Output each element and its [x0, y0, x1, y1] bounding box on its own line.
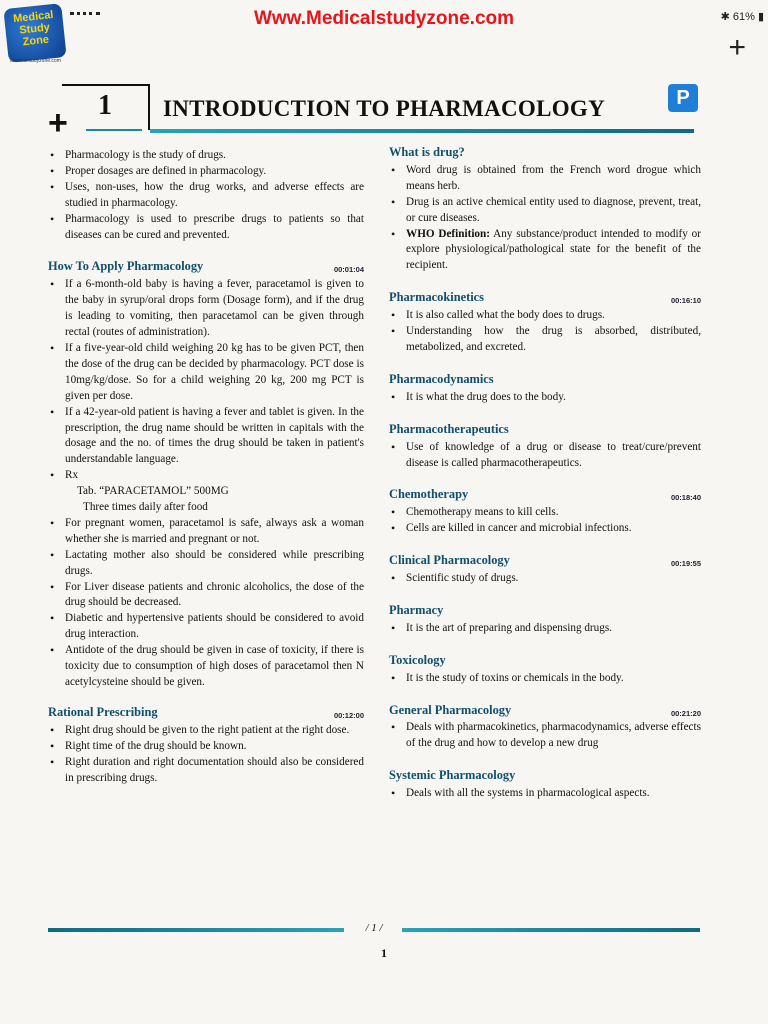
pd-list: [389, 390, 701, 406]
list-item: • For pregnant women, paracetamol is safe, always ask a woman whether she is married and pregnant or not.: [48, 516, 364, 548]
list-item: • Drug is an active chemical entity used to diagnose, prevent, treat, or cure diseases.: [389, 195, 701, 227]
section-heading: [389, 372, 701, 389]
section-heading: [389, 422, 701, 439]
chemo-list: [389, 505, 701, 537]
footer-rule: [402, 928, 700, 932]
title-rule: [150, 129, 694, 133]
who-text: Any substance/product intended to modify or explore physiological/pathological state for the benefit of the recipient.: [406, 227, 701, 272]
section-title: General Pharmacology: [389, 702, 512, 717]
list-item: • It is also called what the body does to drugs.: [389, 308, 701, 324]
section-heading: [389, 768, 701, 785]
video-timestamp[interactable]: 00:19:55: [670, 559, 701, 569]
list-item-who: [389, 227, 701, 275]
page-number: 1: [381, 946, 387, 960]
pk-list: [389, 308, 701, 356]
video-timestamp[interactable]: 00:12:00: [333, 710, 364, 720]
section-title: Toxicology: [389, 652, 446, 667]
video-timestamp[interactable]: 00:16:10: [670, 296, 701, 306]
section-heading: [389, 603, 701, 620]
list-item: • Right duration and right documentation should also be considered in prescribing drugs.: [48, 755, 364, 787]
list-item: • Chemotherapy means to kill cells.: [389, 505, 701, 521]
section-title: What is drug?: [389, 145, 465, 159]
who-term: WHO Definition:: [406, 227, 490, 240]
list-item: • If a 42-year-old patient is having a fever and tablet is given. In the prescription, the drug name should be written in capitals with the dosage and the no. of times the drug should be taken in patient's understandable language.: [48, 405, 364, 469]
footer-rule: [48, 928, 344, 932]
chapter-title: INTRODUCTION TO PHARMACOLOGY: [163, 96, 606, 121]
section-heading: [389, 553, 701, 570]
chapter-number: 1: [98, 90, 112, 121]
section-title: Pharmacokinetics: [389, 290, 484, 305]
list-item: • For Liver disease patients and chronic alcoholics, the dose of the drug should be decreased.: [48, 580, 364, 612]
rational-list: [48, 723, 364, 787]
what-list: [389, 163, 701, 274]
video-timestamp[interactable]: 00:21:20: [670, 708, 701, 718]
section-title: Systemic Pharmacology: [389, 768, 516, 783]
list-item: • Rx: [48, 468, 364, 484]
intro-list: [48, 148, 364, 243]
list-item: • It is the study of toxins or chemicals in the body.: [389, 671, 701, 687]
list-item: • Scientific study of drugs.: [389, 571, 701, 587]
section-heading: [48, 705, 364, 722]
right-column: [389, 145, 701, 802]
list-item: • Deals with all the systems in pharmacological aspects.: [389, 786, 701, 802]
systemic-list: [389, 786, 701, 802]
p-badge-icon[interactable]: P: [668, 84, 698, 112]
battery-status: ✱ 61% ▮: [720, 11, 764, 23]
section-title: Rational Prescribing: [48, 704, 158, 719]
list-item: • Right time of the drug should be known.: [48, 739, 364, 755]
section-title: Pharmacodynamics: [389, 371, 494, 386]
section-heading: [389, 145, 701, 162]
list-item: • Lactating mother also should be considered while prescribing drugs.: [48, 548, 364, 580]
list-item: • Right drug should be given to the right patient at the right dose.: [48, 723, 364, 739]
section-title: Pharmacy: [389, 602, 444, 617]
footer-page-marker: / 1 /: [365, 922, 383, 934]
rx-line: Tab. “PARACETAMOL” 500MG: [77, 485, 229, 498]
section-heading: [389, 653, 701, 670]
section-heading: [389, 487, 701, 504]
list-item: • Word drug is obtained from the French word drogue which means herb.: [389, 163, 701, 195]
section-heading: [389, 703, 701, 720]
list-item: • Deals with pharmacokinetics, pharmacodynamics, adverse effects of the drug and how to develop a new drug: [389, 720, 701, 752]
rx-line: Three times daily after food: [83, 501, 208, 514]
list-item: • It is what the drug does to the body.: [389, 390, 701, 406]
chapter-box-underline: [86, 95, 142, 131]
list-item: • Cells are killed in cancer and microbial infections.: [389, 521, 701, 537]
section-heading: [48, 259, 364, 276]
plus-icon[interactable]: +: [728, 31, 746, 64]
site-url[interactable]: Www.Medicalstudyzone.com: [253, 8, 515, 29]
section-title: Chemotherapy: [389, 487, 469, 502]
section-title: Pharmacotherapeutics: [389, 421, 509, 436]
pharmacy-list: [389, 621, 701, 637]
list-item: • Proper dosages are defined in pharmacology.: [48, 164, 364, 180]
section-title: How To Apply Pharmacology: [48, 259, 204, 274]
list-item: • Understanding how the drug is absorbed, distributed, metabolized, and excreted.: [389, 324, 701, 356]
section-title: Clinical Pharmacology: [389, 553, 510, 568]
clinical-list: [389, 571, 701, 587]
site-logo: Medical Study Zone: [3, 3, 66, 63]
list-item: • If a 6-month-old baby is having a fever, paracetamol is given to the baby in syrup/oral drops form (Dosage form), and if the drug is leading to vomiting, then paracetamol can be given through rectal (routes of administration).: [48, 277, 364, 341]
list-item: • Pharmacology is used to prescribe drugs to patients so that diseases can be cured and prevented.: [48, 212, 364, 244]
list-item: • Use of knowledge of a drug or disease to treat/cure/prevent disease is called pharmacotherapeutics.: [389, 440, 701, 472]
tox-list: [389, 671, 701, 687]
apply-list: [48, 277, 364, 691]
video-timestamp[interactable]: 00:01:04: [333, 265, 364, 275]
chapter-plus-icon: +: [48, 104, 68, 142]
logo-subtitle: Medicalstudyzone.com: [10, 58, 61, 64]
video-timestamp[interactable]: 00:18:40: [670, 493, 701, 503]
list-item: • Antidote of the drug should be given in case of toxicity, if there is toxicity due to consumption of high doses of paracetamol then N acetylcysteine should be given.: [48, 643, 364, 691]
list-item: • Diabetic and hypertensive patients should be considered to avoid drug interaction.: [48, 611, 364, 643]
section-heading: [389, 290, 701, 307]
pt-list: [389, 440, 701, 472]
list-item: • Pharmacology is the study of drugs.: [48, 148, 364, 164]
general-list: [389, 720, 701, 752]
list-item: • If a five-year-old child weighing 20 kg has to be given PCT, then the dose of the drug can be decided by pharmacology. PCT dose is 10mg/kg/dose. So for a child weighing 20 kg, 200 mg PCT is given per dose.: [48, 341, 364, 405]
list-item: • It is the art of preparing and dispensing drugs.: [389, 621, 701, 637]
list-item: • Uses, non-uses, how the drug works, and adverse effects are studied in pharmacology.: [48, 180, 364, 212]
left-column: [48, 148, 364, 786]
